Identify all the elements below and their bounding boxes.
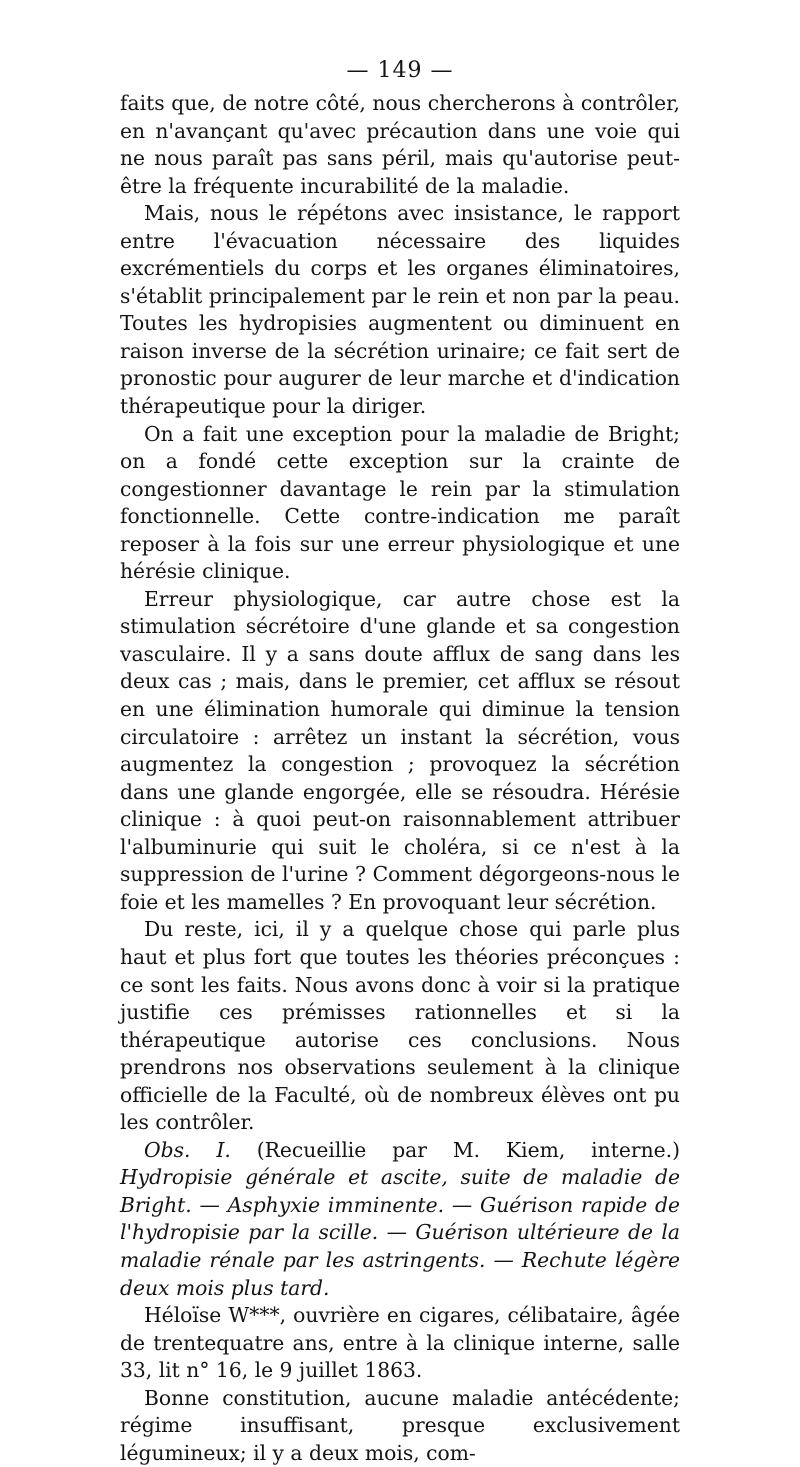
paragraph-continuation: faits que, de notre côté, nous chercherons à contrôler, en n'avançant qu'avec précaution dans une voie qui ne nous paraît pas sans péril, mais qu'autorise peut-être la fréquente incurabilité de la maladie. bbox=[120, 91, 680, 198]
paragraph-erreur-physiologique: Erreur physiologique, car autre chose est la stimulation sécrétoire d'une glande et sa congestion vasculaire. Il y a sans doute afflux de sang dans les deux cas ; mais, dans le premier, cet afflux se résout en une élimination humorale qui diminue la tension circulatoire : arrêtez un instant la sécrétion, vous augmentez la congestion ; provoquez la sécrétion dans une glande engorgée, elle se résoudra. Hérésie clinique : à quoi peut-on raisonnablement attribuer l'albuminurie qui suit le choléra, si ce n'est à la suppression de l'urine ? Comment dégorgeons-nous le foie et les mamelles ? En provoquant leur sécrétion. bbox=[120, 586, 680, 914]
observation-heading bbox=[120, 1137, 680, 1302]
paragraph-rapport-evacuation: Mais, nous le répétons avec insistance, le rapport entre l'évacuation nécessaire des liquides excrémentiels du corps et les organes éliminatoires, s'établit principalement par le rein et non par la peau. Toutes les hydropisies augmentent ou diminuent en raison inverse de la sécrétion urinaire; ce fait sert de pronostic pour augurer de leur marche et d'indication thérapeutique pour la diriger. bbox=[120, 201, 680, 419]
observation-label: Obs. I. bbox=[144, 1137, 231, 1162]
observation-recueillie: (Recueillie par M. Kiem, interne.) bbox=[256, 1137, 681, 1162]
book-page bbox=[120, 56, 680, 1467]
paragraph-exception-bright: On a fait une exception pour la maladie de Bright; on a fondé cette exception sur la crainte de congestionner davantage le rein par la stimulation fonctionnelle. Cette contre-indication me paraît reposer à la fois sur une erreur physiologique et une hérésie clinique. bbox=[120, 421, 680, 584]
observation-title: Hydropisie générale et ascite, suite de maladie de Bright. — Asphyxie imminente. — Guérison rapide de l'hydropisie par la scille. — Guérison ultérieure de la maladie rénale par les astringents. — Rechute légère deux mois plus tard. bbox=[120, 1165, 680, 1300]
paragraph-patient-intro: Héloïse W***, ouvrière en cigares, célibataire, âgée de trentequatre ans, entre à la clinique interne, salle 33, lit n° 16, le 9 juillet 1863. bbox=[120, 1303, 680, 1383]
page-number: — 149 — bbox=[346, 58, 454, 83]
paragraph-faits: Du reste, ici, il y a quelque chose qui parle plus haut et plus fort que toutes les théories préconçues : ce sont les faits. Nous avons donc à voir si la pratique justifie ces prémisses rationnelles et si la thérapeutique autorise ces conclusions. Nous prendrons nos observations seulement à la clinique officielle de la Faculté, où de nombreux élèves ont pu les contrôler. bbox=[120, 917, 680, 1135]
paragraph-constitution: Bonne constitution, aucune maladie antécédente; régime insuffisant, presque exclusivement légumineux; il y a deux mois, com- bbox=[120, 1385, 680, 1465]
